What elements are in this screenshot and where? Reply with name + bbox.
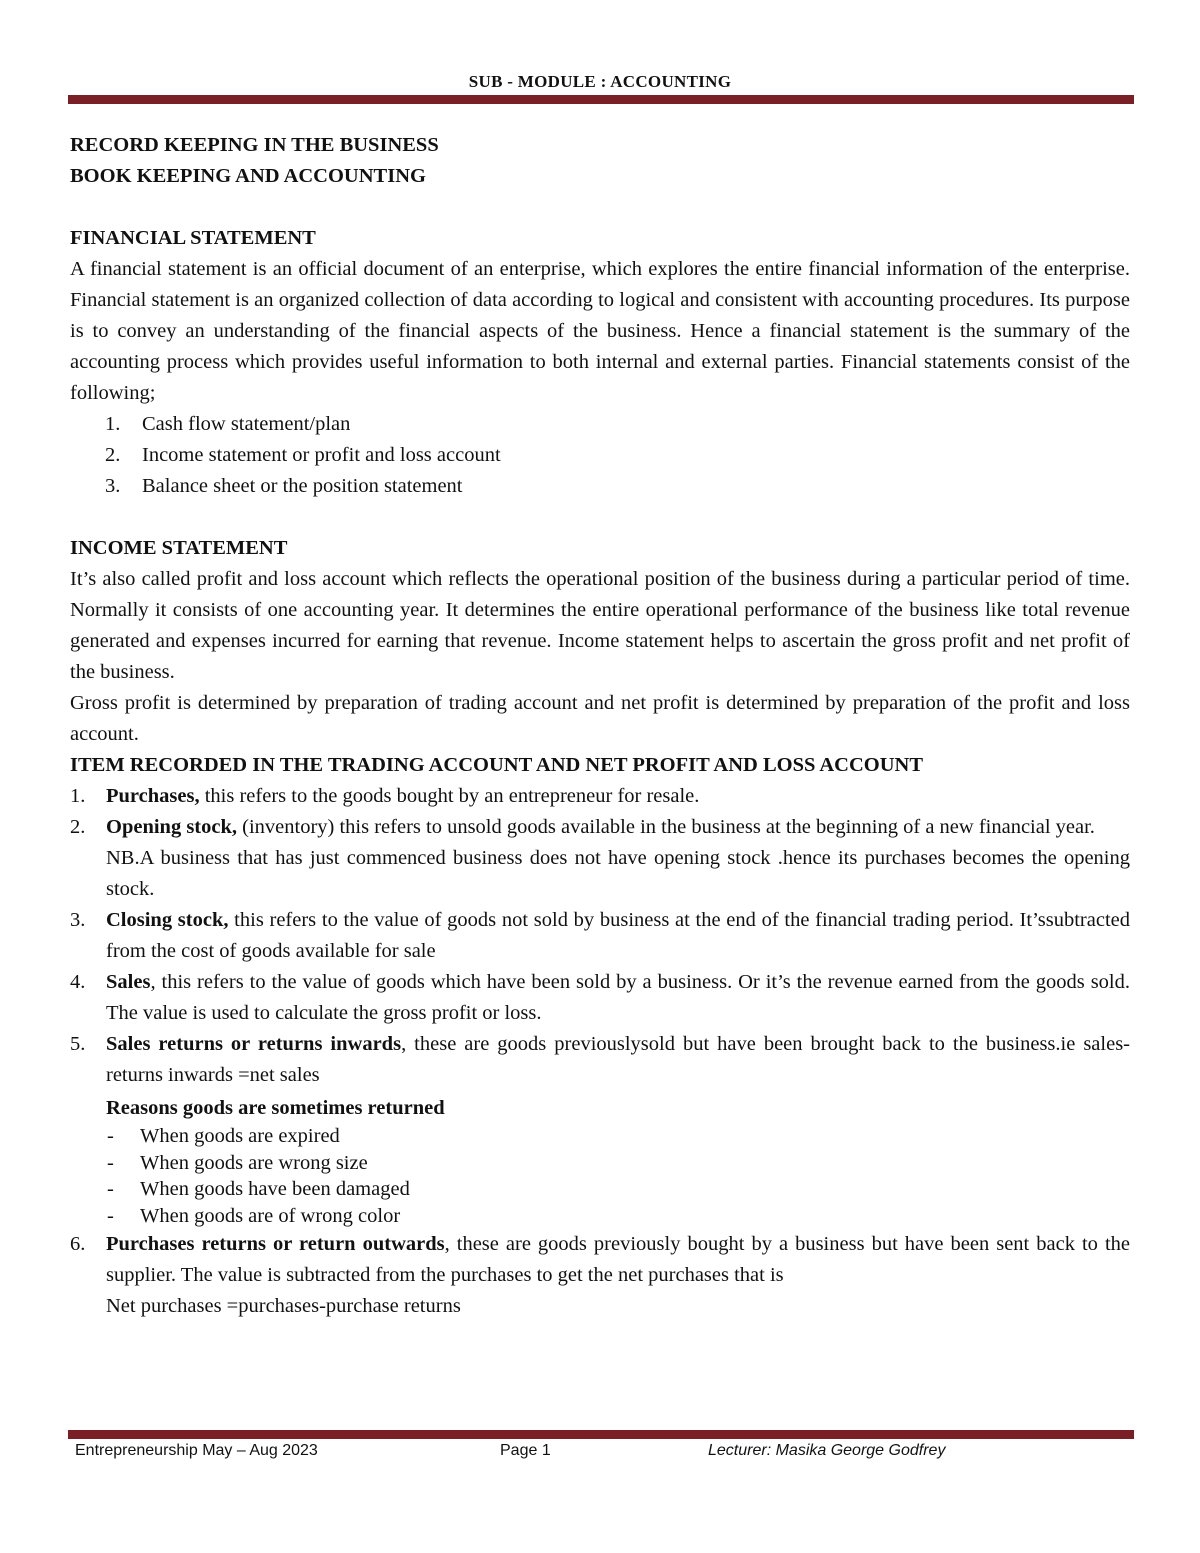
income-statement-gross-profit: Gross profit is determined by preparation of trading account and net profit is determined by preparation of the profit and loss account. <box>70 692 1130 745</box>
list-item: 2. Opening stock, (inventory) this refers to unsold goods available in the business at the beginning of a new financial year. NB.A business that has just commenced business does not have opening stock .hence its purchases becomes the opening stock. <box>70 812 1130 905</box>
heading-record-keeping: RECORD KEEPING IN THE BUSINESS <box>70 134 439 156</box>
list-item: 5. Sales returns or returns inwards, these are goods previouslysold but have been brought back to the business.ie sales-returns inwards =net sales <box>70 1033 1130 1086</box>
list-item: 1. Cash flow statement/plan <box>105 413 351 435</box>
net-purchases-formula: Net purchases =purchases-purchase returns <box>106 1295 461 1317</box>
heading-items-recorded: ITEM RECORDED IN THE TRADING ACCOUNT AND NET PROFIT AND LOSS ACCOUNT <box>70 754 924 776</box>
reasons-list <box>70 1123 1130 1229</box>
list-item: 2. Income statement or profit and loss account <box>105 444 501 466</box>
list-item: 3. Closing stock, this refers to the value of goods not sold by business at the end of the financial trading period. It’ssubtracted from the cost of goods available for sale <box>70 909 1130 962</box>
list-item: 1. Purchases, this refers to the goods bought by an entrepreneur for resale. <box>70 785 700 807</box>
income-statement-body: It’s also called profit and loss account which reflects the operational position of the business during a particular period of time. Normally it consists of one accounting year. It determines the entire operational performance of the business like total revenue generated and expenses incurred for earning that revenue. Income statement helps to ascertain the gross profit and net profit of the business. <box>70 568 1130 683</box>
footer-lecturer: Lecturer: Masika George Godfrey <box>708 1442 946 1459</box>
footer-rule <box>68 1430 1134 1439</box>
list-item: - When goods are wrong size <box>107 1151 368 1174</box>
list-item: 3. Balance sheet or the position statement <box>105 475 463 497</box>
opening-stock-note: NB.A business that has just commenced business does not have opening stock .hence its purchases becomes the opening stock. <box>106 847 1130 900</box>
list-item: - When goods are of wrong color <box>107 1204 401 1227</box>
document-body <box>70 130 1130 1322</box>
list-item: 4. Sales, this refers to the value of goods which have been sold by a business. Or it’s the revenue earned from the goods sold. The value is used to calculate the gross profit or loss. <box>70 971 1130 1024</box>
footer-course: Entrepreneurship May – Aug 2023 <box>75 1442 318 1459</box>
heading-book-keeping: BOOK KEEPING AND ACCOUNTING <box>70 165 426 187</box>
list-item: - When goods have been damaged <box>107 1178 410 1200</box>
items-list <box>70 781 1130 1091</box>
page-footer <box>0 1442 1200 1466</box>
financial-statement-list <box>70 409 1130 502</box>
heading-financial-statement: FINANCIAL STATEMENT <box>70 227 316 249</box>
reasons-heading: Reasons goods are sometimes returned <box>106 1097 445 1119</box>
heading-income-statement: INCOME STATEMENT <box>70 537 288 559</box>
items-list-continued <box>70 1229 1130 1322</box>
list-item: - When goods are expired <box>107 1125 340 1147</box>
footer-page-number: Page 1 <box>500 1442 551 1459</box>
financial-statement-body: A financial statement is an official document of an enterprise, which explores the entire financial information of the enterprise. Financial statement is an organized collection of data according to logical and consistent with accounting procedures. Its purpose is to convey an understanding of the financial aspects of the business. Hence a financial statement is the summary of the accounting process which provides useful information to both internal and external parties. Financial statements consist of the following; <box>70 258 1130 404</box>
header-title: SUB - MODULE : ACCOUNTING <box>468 72 732 91</box>
list-item: 6. Purchases returns or return outwards, these are goods previously bought by a business but have been sent back to the supplier. The value is subtracted from the purchases to get the net purchases that is Net purchases =purchases-purchase returns <box>70 1229 1130 1322</box>
header-rule <box>68 95 1134 104</box>
